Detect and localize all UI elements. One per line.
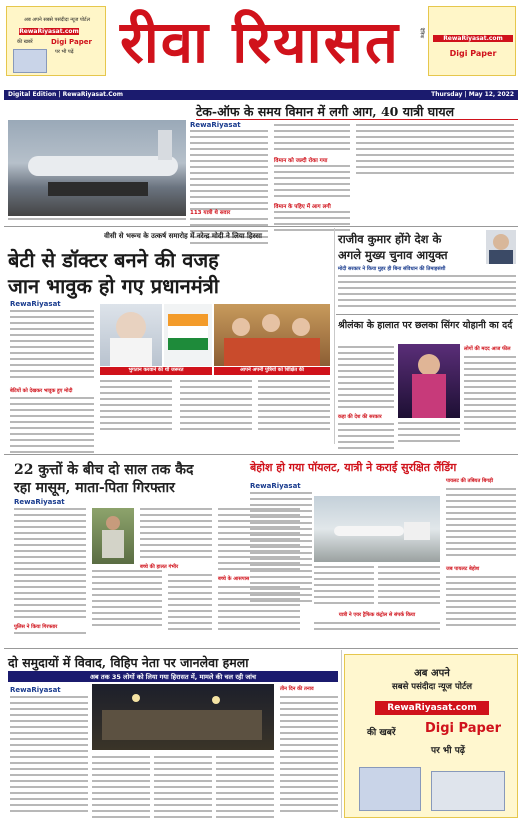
story5-text-col3 xyxy=(140,508,212,562)
story7-headline: दो समुदायों में विवाद, विहिप नेता पर जानलेवा हमला xyxy=(8,655,249,670)
edition-right: Thursday | May 12, 2022 xyxy=(431,91,514,98)
story5-text-col1b xyxy=(14,632,86,638)
bottom-promo-line1: अब अपने xyxy=(414,668,450,679)
promo-phones xyxy=(13,49,47,73)
story7-text-col4 xyxy=(216,756,274,822)
right-promo-digi: Digi Paper xyxy=(449,49,497,58)
story7-kicker: अब तक 35 लोगों को लिया गया हिरासत में, मामले की चल रही जांच xyxy=(89,673,257,681)
story7-photo xyxy=(92,684,274,750)
story3-lead: मोदी सरकार ने किया मुहर ही बिना संविधान की तिमाहसंशी xyxy=(338,266,446,272)
promo-brand: RewaRiyasat.com xyxy=(19,28,79,35)
separator-h4 xyxy=(336,314,518,315)
story1-text-col2b xyxy=(274,165,350,201)
story1-headline: टेक-ऑफ के समय विमान में लगी आग, 40 यात्री घायल xyxy=(196,104,455,119)
story7-kicker-bar xyxy=(8,671,338,682)
story2-subhead-1: बेटियों को देखकर भावुक हुए मोदी xyxy=(10,388,73,394)
story2-brand: RewaRiyasat xyxy=(10,300,61,308)
story6-text-col4 xyxy=(446,488,516,560)
bottom-promo-brand: RewaRiyasat.com xyxy=(375,701,489,715)
story3-headline-2: अगले मुख्य चुनाव आयुक्त xyxy=(338,248,448,262)
story1-text-col2 xyxy=(274,124,350,154)
story7-text-col5 xyxy=(280,696,338,816)
story1-text-left xyxy=(8,218,186,224)
story2-text-col4 xyxy=(258,380,330,434)
masthead-title: रीवा रियासत xyxy=(120,8,400,76)
promo-top-text: अब अपने सबसे पसंदीदा न्यूज पोर्टल xyxy=(24,17,90,23)
bottom-promo-tablet xyxy=(431,771,505,811)
masthead-side-tag: दैनिक xyxy=(418,27,425,39)
promo-digi: Digi Paper xyxy=(51,38,92,46)
story1-subhead-1: विमान के पहिए में आग लगी xyxy=(274,204,331,210)
story1-headline-rule xyxy=(196,119,518,120)
story1-subhead-2: 113 यात्री थे सवार xyxy=(190,210,231,216)
story3-photo xyxy=(486,230,516,264)
story7-subhead-1: तीन दिन की तनाव xyxy=(280,686,314,692)
separator-v1 xyxy=(334,228,335,444)
separator-h3 xyxy=(4,648,518,649)
story5-subhead-2: बच्चे के आसपास xyxy=(218,576,250,582)
story5-text-col2 xyxy=(92,570,162,630)
story1-text-col1 xyxy=(190,130,268,214)
story6-text-col1 xyxy=(250,492,312,606)
story5-text-col1 xyxy=(14,508,86,622)
story2-kicker: वीसी से भरूच के उत्कर्ष समारोह में नरेन्द्र मोदी ने लिया हिस्सा xyxy=(104,232,262,240)
story5-subhead-1: बच्चे की हालत गंभीर xyxy=(140,564,179,570)
story2-text-col2 xyxy=(100,380,172,434)
story5-text-col3b xyxy=(168,574,212,634)
story6-text-col2 xyxy=(314,566,374,608)
edition-bar xyxy=(4,90,518,100)
separator-v2 xyxy=(341,650,342,818)
story4-text-col1b xyxy=(338,423,394,453)
bottom-promo-line3: की खबरें xyxy=(367,728,396,738)
story4-text-under-photo xyxy=(398,422,460,446)
story7-text-col2 xyxy=(92,756,150,822)
bottom-promo-box xyxy=(344,654,518,818)
story7-brand: RewaRiyasat xyxy=(10,686,61,694)
story6-photo xyxy=(314,496,440,562)
story1-subhead-3: विमान को जल्दी रोका गया xyxy=(274,158,328,164)
story1-text-col3 xyxy=(356,124,514,178)
story1-photo xyxy=(8,120,186,216)
right-promo-brand: RewaRiyasat.com xyxy=(433,35,513,42)
bottom-promo-digi: Digi Paper xyxy=(425,721,502,736)
bottom-promo-line4: पर भी पढ़ें xyxy=(431,746,465,756)
story4-subhead-1: कहा की देश की सरकार xyxy=(338,414,382,420)
story6-subhead-3: जब पायलट बेहोश xyxy=(446,566,480,572)
story4-text-col1 xyxy=(338,346,394,412)
story5-headline-2: रहा मासूम, माता-पिता गिरफ्तार xyxy=(14,480,175,496)
story4-subhead-2: लोगों की मदद आज फील xyxy=(464,346,511,352)
story3-headline-1: राजीव कुमार होंगे देश के xyxy=(338,232,442,246)
story4-text-col3 xyxy=(464,356,516,434)
bottom-promo-line2: सबसे पसंदीदा न्यूज पोर्टल xyxy=(391,682,473,692)
promo-end-text: पर भी पढ़ें xyxy=(55,49,74,55)
story6-subhead-2: पायलट की तबियत बिगड़ी xyxy=(446,478,493,484)
story2-photo-audience xyxy=(214,304,330,366)
story3-text xyxy=(338,275,516,311)
story7-text-col1 xyxy=(10,696,88,816)
story2-caption-1: भुगतान करवाने की थी जरूरत xyxy=(100,367,212,375)
story2-text-col1 xyxy=(10,310,94,382)
story5-brand: RewaRiyasat xyxy=(14,498,65,506)
story5-headline-1: 22 कुत्तों के बीच दो साल तक कैद xyxy=(14,462,194,478)
story2-text-col3 xyxy=(180,380,252,434)
story6-subhead-1: यात्री ने एयर ट्रैफिक कंट्रोल से संपर्क किया xyxy=(338,612,416,618)
story4-photo xyxy=(398,344,460,418)
story6-text-col3 xyxy=(378,566,440,608)
separator-h1 xyxy=(4,226,518,227)
story2-caption-2: आपने अपनी पुत्रियों को शिक्षित की xyxy=(214,367,330,375)
edition-left: Digital Edition | RewaRiyasat.Com xyxy=(8,91,124,98)
story5-photo xyxy=(92,508,134,564)
story5-subhead-3: पुलिस ने किया गिरफ्तार xyxy=(14,624,58,630)
bottom-promo-phones xyxy=(359,767,421,811)
story1-brand: RewaRiyasat xyxy=(190,121,241,129)
masthead-promo-box xyxy=(6,6,106,76)
story6-text-col2b xyxy=(314,622,440,634)
story2-headline-1: बेटी से डॉक्टर बनने की वजह xyxy=(8,248,219,272)
story7-text-col3 xyxy=(154,756,212,822)
story6-text-col4b xyxy=(446,576,516,630)
story2-photo-modi xyxy=(100,304,162,366)
story2-text-col1b xyxy=(10,397,94,457)
story6-brand: RewaRiyasat xyxy=(250,482,301,490)
story4-headline: श्रीलंका के हालात पर छलका सिंगर योहानी का दर्द xyxy=(338,320,513,331)
separator-h2 xyxy=(4,454,518,455)
masthead-right-promo xyxy=(428,6,516,76)
story2-photo-flag xyxy=(164,304,212,366)
story6-headline: बेहोश हो गया पॉयलट, यात्री ने कराई सुरक्षित लैंडिंग xyxy=(250,461,457,474)
promo-mid-text: की खबरें xyxy=(17,39,33,45)
story2-headline-2: जान भावुक हो गए प्रधानमंत्री xyxy=(8,274,219,298)
